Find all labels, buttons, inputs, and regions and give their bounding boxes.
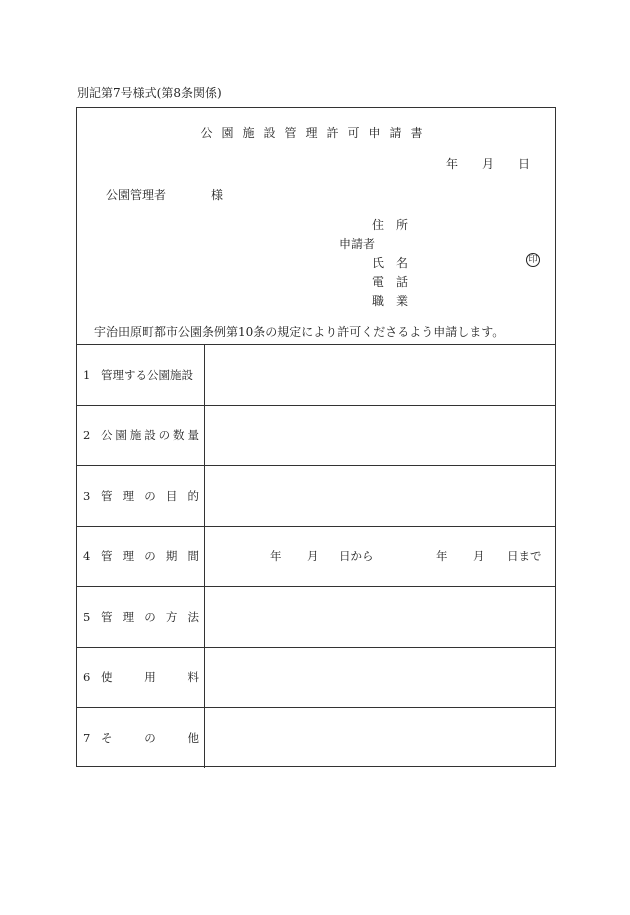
row-label: そ の 他 [101, 730, 199, 745]
addressee: 公園管理者 [106, 188, 167, 202]
row-number: 5 [83, 609, 91, 624]
form-title: 公園施設管理許可申請書 [200, 126, 432, 140]
form-rows [77, 344, 555, 768]
row-number: 4 [83, 549, 91, 564]
method-value-field[interactable] [205, 587, 555, 647]
row-label-cell [77, 527, 205, 587]
purpose-value-field[interactable] [205, 466, 555, 526]
form-row-fee [77, 647, 555, 708]
row-number: 7 [83, 730, 91, 745]
applicant-phone-label: 電 話 [372, 275, 409, 289]
form-row-facility [77, 344, 555, 405]
applicant-label: 申請者 [339, 237, 376, 251]
form-caption: 別記第7号様式(第8条関係) [77, 86, 222, 100]
row-number: 2 [83, 428, 91, 443]
row-label-cell [77, 587, 205, 647]
date-month[interactable]: 月 [482, 157, 495, 171]
row-label-cell [77, 345, 205, 405]
period-value-field[interactable] [205, 527, 555, 587]
row-label-cell [77, 648, 205, 708]
row-label-cell [77, 406, 205, 466]
row-label: 管 理 の 目 的 [101, 488, 199, 503]
form-row-method [77, 586, 555, 647]
form-row-period [77, 526, 555, 587]
row-number: 1 [83, 367, 91, 382]
fee-value-field[interactable] [205, 648, 555, 708]
row-label: 管 理 の 方 法 [101, 609, 199, 624]
row-label: 公 園 施 設 の 数 量 [101, 428, 199, 443]
facility-value-field[interactable] [205, 345, 555, 405]
row-label-cell [77, 466, 205, 526]
applicant-name-label: 氏 名 [372, 256, 409, 270]
row-number: 6 [83, 670, 91, 685]
date-day[interactable]: 日 [518, 157, 531, 171]
period-to-suffix: 日まで [507, 549, 542, 564]
period-from-month: 月 [307, 549, 319, 564]
statement-text: 宇治田原町都市公園条例第10条の規定により許可くださるよう申請します。 [94, 325, 505, 339]
date-year[interactable]: 年 [446, 157, 459, 171]
period-from-year: 年 [270, 549, 282, 564]
form-row-quantity [77, 405, 555, 466]
period-to-year: 年 [436, 549, 448, 564]
row-label: 管 理 の 期 間 [101, 549, 199, 564]
row-label: 使 用 料 [101, 670, 199, 685]
application-form [76, 107, 556, 767]
applicant-address-label: 住 所 [372, 218, 409, 232]
quantity-value-field[interactable] [205, 406, 555, 466]
period-to-month: 月 [473, 549, 485, 564]
seal-mark: 印 [526, 253, 540, 267]
row-number: 3 [83, 488, 91, 503]
row-label: 管理する公園施設 [101, 367, 193, 382]
applicant-occupation-label: 職 業 [372, 294, 409, 308]
row-label-cell [77, 708, 205, 768]
form-row-purpose [77, 465, 555, 526]
form-row-other [77, 707, 555, 768]
honorific: 様 [211, 188, 224, 202]
form-header [77, 108, 555, 344]
other-value-field[interactable] [205, 708, 555, 768]
period-from-suffix: 日から [339, 549, 374, 564]
